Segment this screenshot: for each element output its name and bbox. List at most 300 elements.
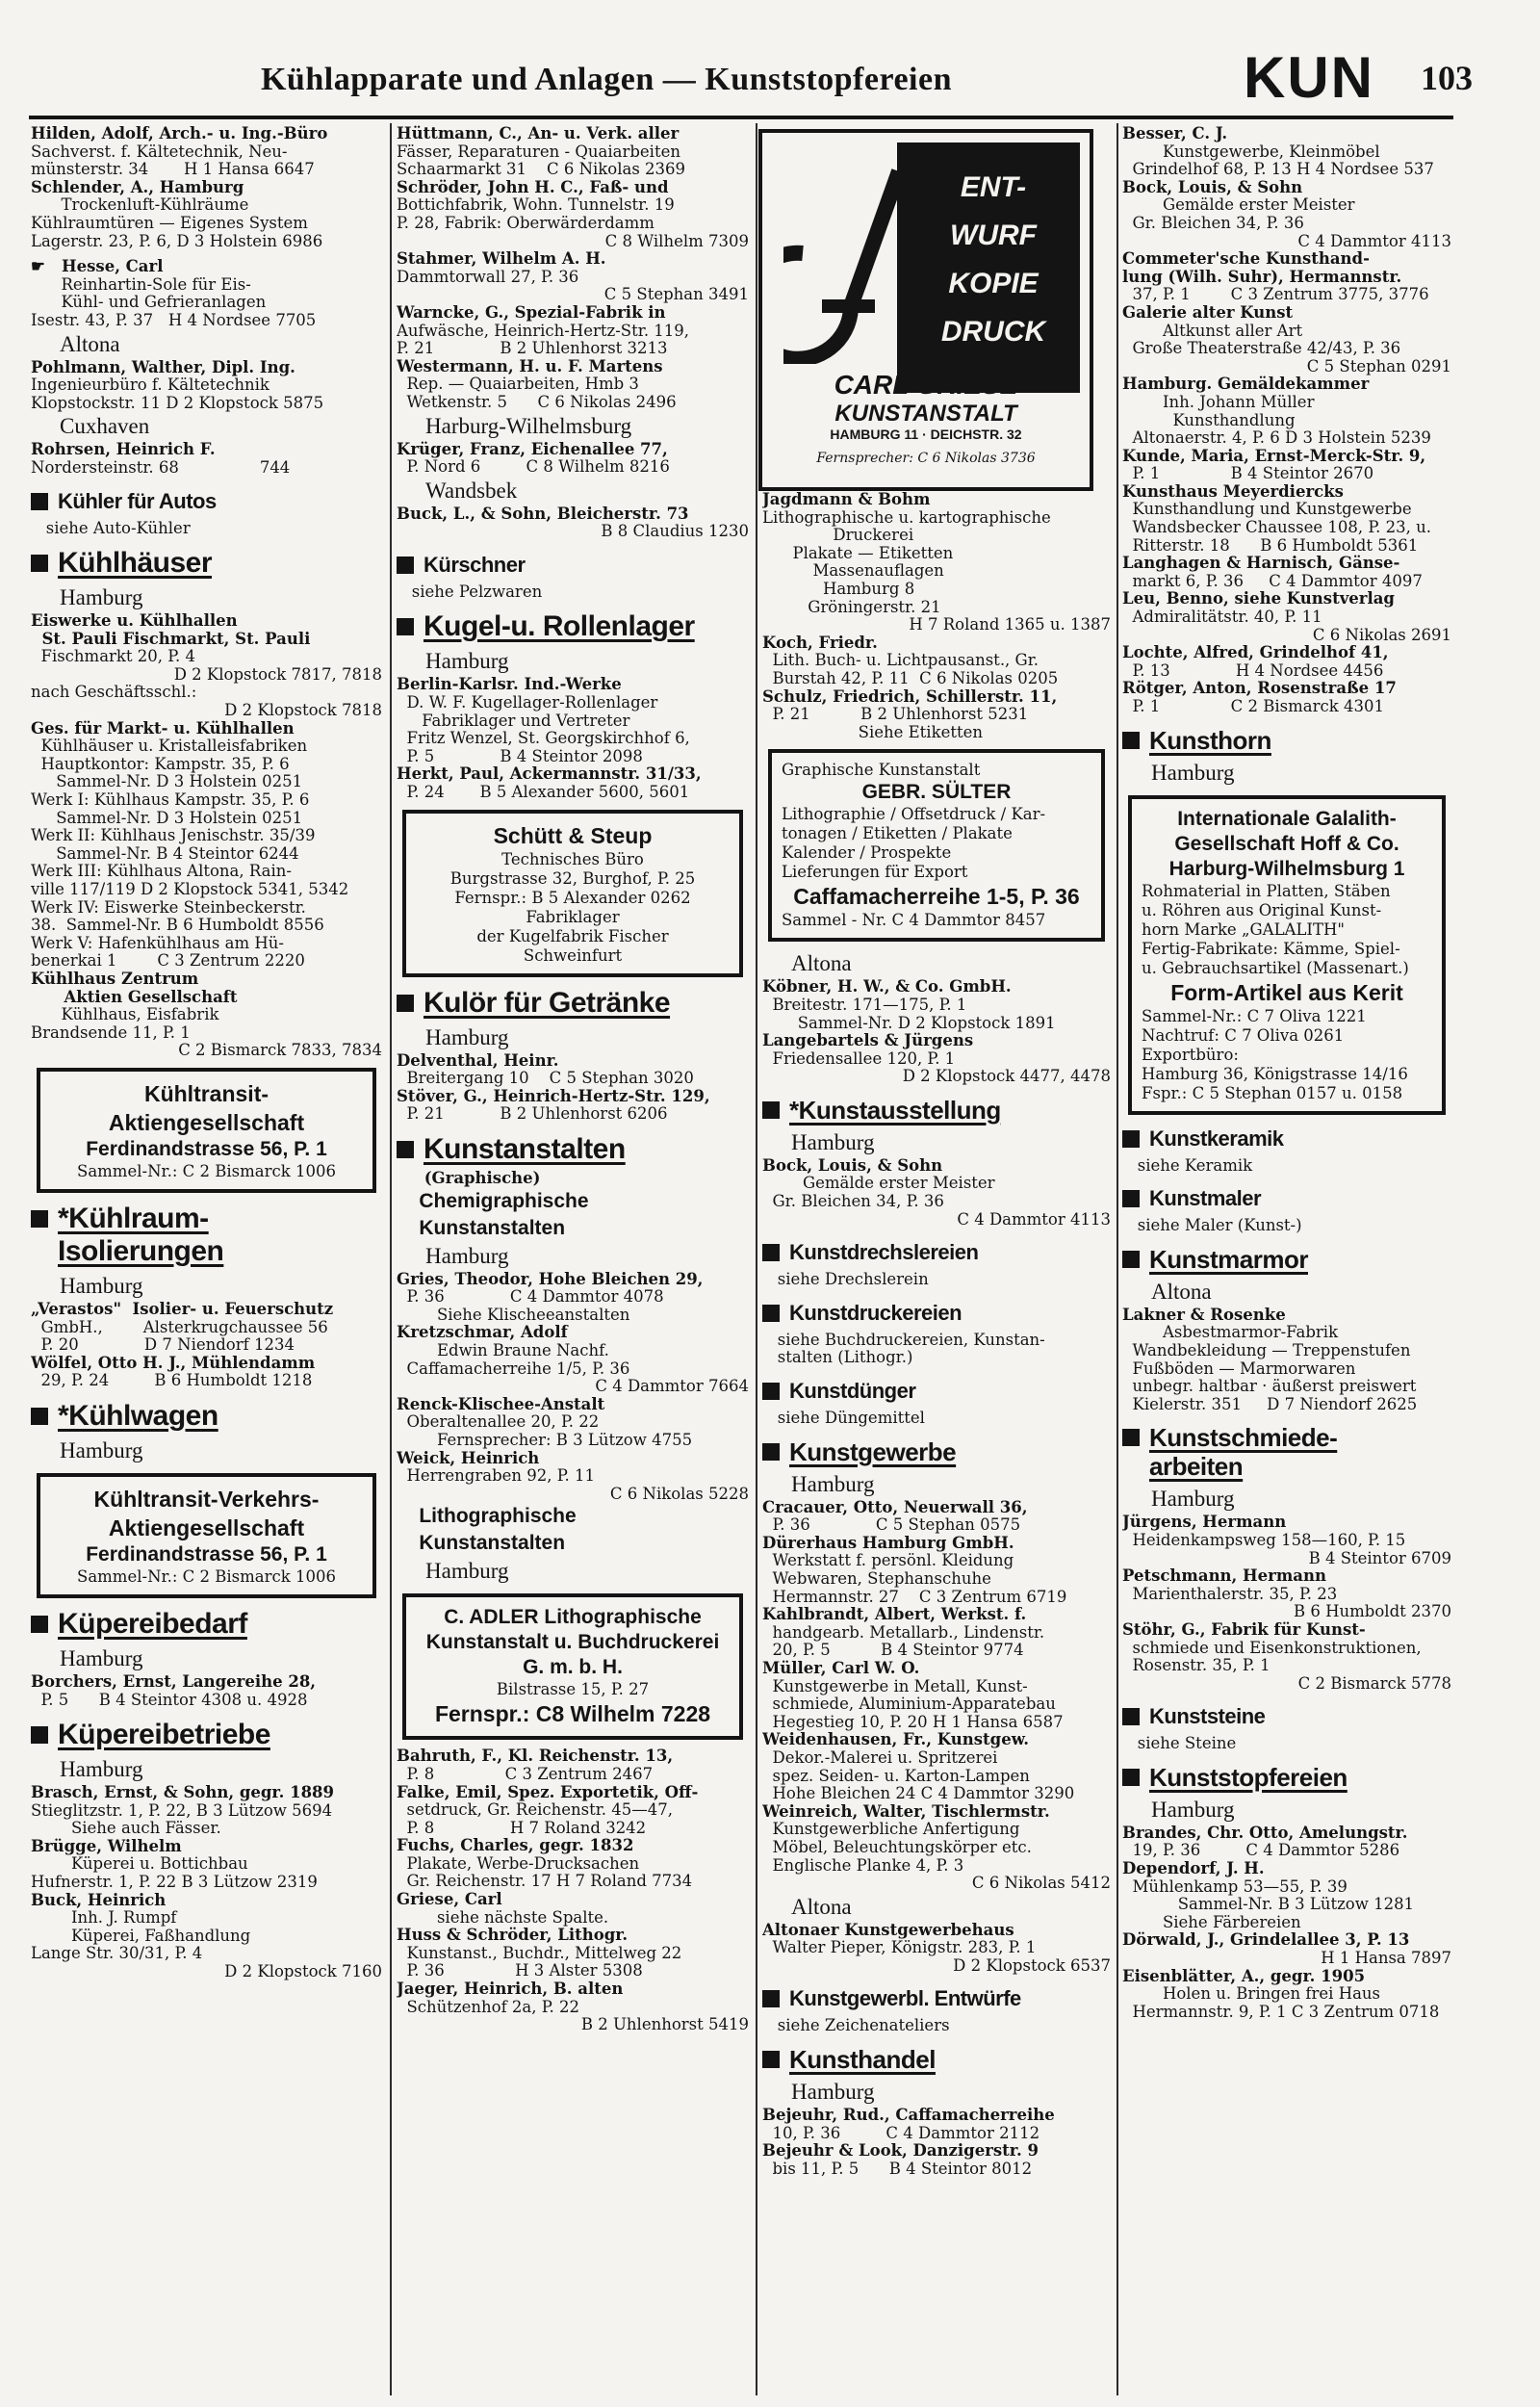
entry-line: Hermannstr. 9, P. 1 C 3 Zentrum 0718 [1122, 2003, 1440, 2021]
entry-line: Schaarmarkt 31 C 6 Nikolas 2369 [397, 161, 686, 179]
entry-name: Kretzschmar, Adolf [397, 1324, 568, 1342]
entry-phone: C 8 Wilhelm 7309 [604, 232, 749, 250]
entry-line: Plakate — Etiketten [762, 544, 954, 562]
section-heading-text: Küpereibedarf [58, 1607, 247, 1640]
section-bullet-icon [1122, 1769, 1140, 1786]
entry-line: siehe nächste Spalte. [397, 1908, 609, 1927]
ad-line: Bilstrasse 15, P. 27 [496, 1680, 650, 1699]
section-heading [31, 1719, 382, 1751]
entry-line: Kunstgewerbe in Metall, Kunst- [762, 1677, 1028, 1695]
entry-line: 19, P. 36 C 4 Dammtor 5286 [1122, 1842, 1400, 1860]
entry-line: D. W. F. Kugellager-Rollenlager [397, 694, 658, 712]
entry-line: P. 36 H 3 Alster 5308 [397, 1962, 643, 1980]
carl-griese-advertisement [758, 129, 1093, 491]
entry-name: Brasch, Ernst, & Sohn, gegr. 1889 [31, 1784, 335, 1802]
entry-name: Buck, Heinrich [31, 1891, 167, 1909]
section-bullet-icon [31, 493, 48, 510]
section-heading-text: Kühlhäuser [58, 547, 213, 580]
section-heading [397, 551, 749, 580]
section-heading [762, 1299, 1111, 1328]
entry-line: Fußböden — Marmorwaren [1122, 1359, 1356, 1378]
entry-name: Schröder, John H. C., Faß- und [397, 178, 669, 196]
city-heading: Hamburg [60, 1437, 143, 1462]
entry-line: Reinhartin-Sole für Eis- [31, 275, 251, 294]
section-heading [397, 610, 749, 643]
section-heading [31, 1608, 382, 1641]
entry-name: St. Pauli Fischmarkt, St. Pauli [31, 630, 311, 648]
entry-line: Kunstanst., Buchdr., Mittelweg 22 [397, 1944, 682, 1962]
entry-line: Hohe Bleichen 24 C 4 Dammtor 3290 [762, 1785, 1075, 1803]
ad-line: Fspr.: C 5 Stephan 0157 u. 0158 [1142, 1083, 1403, 1102]
entry-line: Schützenhof 2a, P. 22 [397, 1998, 579, 2016]
entry-line: Werk I: Kühlhaus Kampstr. 35, P. 6 [31, 791, 310, 810]
entry-line: Bottichfabrik, Wohn. Tunnelstr. 19 [397, 196, 675, 215]
entry-line: siehe Zeichenateliers [762, 2017, 950, 2035]
entry-phone: C 6 Nikolas 2691 [1312, 626, 1451, 644]
entry-name: Petschmann, Hermann [1122, 1567, 1326, 1586]
ad-line: Hamburg 36, Königstrasse 14/16 [1142, 1064, 1408, 1083]
entry-phone: C 2 Bismarck 7833, 7834 [178, 1042, 382, 1060]
entry-line: Hamburg 8 [762, 580, 915, 598]
entry-line: Gröningerstr. 21 [762, 598, 941, 616]
entry-line: P. 5 B 4 Steintor 2098 [397, 747, 643, 765]
entry-line: 10, P. 36 C 4 Dammtor 2112 [762, 2124, 1040, 2142]
city-heading: Hamburg [60, 585, 143, 610]
entry-line: P. 21 B 2 Uhlenhorst 3213 [397, 340, 668, 358]
entry-name: Buck, L., & Sohn, Bleicherstr. 73 [397, 505, 689, 523]
entry-name: Bahruth, F., Kl. Reichenstr. 13, [397, 1747, 674, 1766]
city-heading: Hamburg [791, 2080, 875, 2105]
entry-name: Besser, C. J. [1122, 125, 1228, 142]
entry-line: Werk IV: Eiswerke Steinbeckerstr. [31, 898, 306, 917]
entry-phone: D 2 Klopstock 7160 [224, 1963, 382, 1981]
ad-line: Kühltransit- [143, 1080, 270, 1106]
entry-line: Breitestr. 171—175, P. 1 [762, 996, 967, 1014]
section-bullet-icon [31, 1408, 48, 1425]
page-title: Kühlapparate und Anlagen — Kunststopfereien [260, 62, 952, 97]
entry-name: Herkt, Paul, Ackermannstr. 31/33, [397, 765, 702, 784]
city-heading: Hamburg [425, 1559, 509, 1584]
column-1 [31, 125, 382, 1981]
entry-line: 37, P. 1 C 3 Zentrum 3775, 3776 [1122, 286, 1429, 304]
section-heading-text: Kürschner [424, 552, 526, 577]
entry-name: Altonaer Kunstgewerbehaus [762, 1921, 1014, 1939]
ad-line: GEBR. SÜLTER [861, 781, 1012, 804]
header-rule [29, 116, 1453, 119]
section-heading-text: Kunstkeramik [1149, 1126, 1284, 1151]
city-heading: Altona [791, 1894, 852, 1919]
section-heading-text: Kunstdrechslereien [789, 1240, 979, 1265]
entry-line: P. 36 C 5 Stephan 0575 [762, 1516, 1021, 1535]
ad-line: Lieferungen für Export [782, 863, 968, 882]
city-heading: Cuxhaven [60, 414, 150, 439]
entry-name: Commeter'sche Kunsthand- [1122, 250, 1370, 269]
subsection-heading: Chemigraphische [397, 1189, 589, 1212]
section-heading [31, 547, 382, 580]
boxed-advertisement [402, 1593, 743, 1740]
section-heading-text: Isolierungen [58, 1234, 224, 1267]
entry-line: Wandbekleidung — Treppenstufen [1122, 1341, 1411, 1359]
entry-name: Hilden, Adolf, Arch.- u. Ing.-Büro [31, 125, 328, 142]
entry-line: nach Geschäftsschl.: [31, 684, 197, 702]
entry-line: Asbestmarmor-Fabrik [1122, 1324, 1339, 1342]
ad-line: C. ADLER Lithographische [444, 1606, 702, 1629]
entry-name: Pohlmann, Walther, Dipl. Ing. [31, 358, 295, 376]
city-heading: Hamburg [60, 1273, 143, 1298]
entry-line: markt 6, P. 36 C 4 Dammtor 4097 [1122, 572, 1423, 590]
entry-name: Jagdmann & Bohm [762, 491, 931, 508]
entry-phone: D 2 Klopstock 6537 [953, 1956, 1111, 1975]
entry-line: Kunsthandlung [1122, 411, 1296, 429]
entry-line: Inh. J. Rumpf [31, 1909, 177, 1928]
section-heading-text: Kunststeine [1149, 1704, 1266, 1729]
entry-name: Brügge, Wilhelm [31, 1837, 182, 1855]
entry-line: P. 20 D 7 Niendorf 1234 [31, 1336, 295, 1355]
entry-name: Dürerhaus Hamburg GmbH. [762, 1534, 1014, 1552]
entry-line: P. 1 C 2 Bismarck 4301 [1122, 698, 1384, 715]
ad-line: Sammel-Nr.: C 2 Bismarck 1006 [77, 1566, 336, 1586]
ad-line: Kalender / Prospekte [782, 843, 952, 863]
entry-line: spez. Seiden- u. Karton-Lampen [762, 1767, 1030, 1785]
section-bullet-icon [762, 1244, 780, 1261]
entry-name: Aktien Gesellschaft [31, 988, 238, 1006]
entry-line: Siehe Klischeeanstalten [397, 1306, 630, 1324]
entry-name: Galerie alter Kunst [1122, 303, 1294, 322]
entry-line: Sammel-Nr. B 4 Steintor 6244 [31, 844, 299, 863]
entry-line: Ritterstr. 18 B 6 Humboldt 5361 [1122, 536, 1419, 555]
section-bullet-icon [1122, 1130, 1140, 1148]
ad-line: Schütt & Steup [493, 822, 653, 848]
section-heading [1122, 1423, 1451, 1452]
section-bullet-icon [31, 1616, 48, 1633]
entry-line: P. 24 B 5 Alexander 5600, 5601 [397, 784, 690, 802]
entry-name: Delventhal, Heinr. [397, 1051, 559, 1070]
section-heading-text: Kunsthandel [789, 2045, 936, 2075]
entry-line: Stieglitzstr. 1, P. 22, B 3 Lützow 5694 [31, 1801, 333, 1820]
entry-phone: C 5 Stephan 0291 [1306, 357, 1451, 375]
page-header [29, 45, 1473, 110]
entry-line: Friedensallee 120, P. 1 [762, 1049, 956, 1068]
entry-name: Hamburg. Gemäldekammer [1122, 375, 1370, 394]
entry-line: Burstah 42, P. 11 C 6 Nikolas 0205 [762, 669, 1059, 687]
entry-line: Nordersteinstr. 68 744 [31, 458, 291, 477]
section-heading [1122, 726, 1451, 755]
entry-name: Lochte, Alfred, Grindelhof 41, [1122, 644, 1389, 662]
entry-name: Eiswerke u. Kühlhallen [31, 612, 238, 631]
entry-name: Weidenhausen, Fr., Kunstgew. [762, 1731, 1029, 1749]
entry-line: Lith. Buch- u. Lichtpausanst., Gr. [762, 652, 1040, 670]
entry-name: Müller, Carl W. O. [762, 1659, 920, 1677]
ad-line: Fertig-Fabrikate: Kämme, Spiel- [1142, 939, 1400, 958]
subsection-heading: Kunstanstalten [397, 1216, 566, 1239]
entry-line: unbegr. haltbar · äußerst preiswert [1122, 1378, 1417, 1396]
entry-name: Fuchs, Charles, gegr. 1832 [397, 1837, 634, 1855]
entry-phone: D 2 Klopstock 7818 [224, 702, 382, 720]
boxed-advertisement [768, 749, 1105, 942]
section-heading [762, 1377, 1111, 1406]
ad-company-type: KUNSTANSTALT [834, 401, 1017, 427]
entry-line: Rosenstr. 35, P. 1 [1122, 1657, 1270, 1675]
entry-line: münsterstr. 34 H 1 Hansa 6647 [31, 161, 315, 179]
section-bullet-icon [762, 1101, 780, 1119]
ad-phone: Fernsprecher: C 6 Nikolas 3736 [816, 451, 1036, 466]
entry-line: Hermannstr. 27 C 3 Zentrum 6719 [762, 1588, 1067, 1606]
section-heading-text: Kunsthorn [1149, 725, 1271, 755]
entry-name: Bejeuhr, Rud., Caffamacherreihe [762, 2107, 1055, 2125]
entry-line: Kühl- und Gefrieranlagen [31, 294, 267, 312]
entry-line: Gr. Bleichen 34, P. 36 [762, 1193, 944, 1211]
entry-line: Lange Str. 30/31, P. 4 [31, 1945, 203, 1963]
section-bullet-icon [1122, 1429, 1140, 1446]
entry-line: Kielerstr. 351 D 7 Niendorf 2625 [1122, 1395, 1418, 1413]
ad-line: Fabriklager [526, 907, 620, 926]
section-heading-text: arbeiten [1149, 1452, 1244, 1482]
ad-word: ENT- [960, 171, 1027, 203]
entry-name: Hüttmann, C., An- u. Verk. aller [397, 125, 680, 142]
entry-line: Rep. — Quaiarbeiten, Hmb 3 [397, 375, 639, 394]
entry-line: Ingenieurbüro f. Kältetechnik [31, 376, 270, 395]
entry-line: siehe Düngemittel [762, 1410, 925, 1428]
entry-name: Rötger, Anton, Rosenstraße 17 [1122, 680, 1397, 698]
entry-line: Fernsprecher: B 3 Lützow 4755 [397, 1431, 693, 1449]
entry-name: Köbner, H. W., & Co. GmbH. [762, 978, 1012, 996]
entry-line: Fritz Wenzel, St. Georgskirchhof 6, [397, 730, 690, 748]
ad-line: Harburg-Wilhelmsburg 1 [1168, 857, 1405, 880]
ad-line: Fernspr.: B 5 Alexander 0262 [454, 888, 691, 907]
ad-line: Ferdinandstrasse 56, P. 1 [86, 1542, 327, 1566]
entry-line: Kunsthandlung und Kunstgewerbe [1122, 501, 1412, 519]
entry-line: Herrengraben 92, P. 11 [397, 1467, 596, 1486]
entry-line: Siehe Etiketten [762, 723, 984, 741]
entry-line: Gemälde erster Meister [762, 1175, 995, 1193]
entry-name: Borchers, Ernst, Langereihe 28, [31, 1672, 317, 1691]
entry-name: Dependorf, J. H. [1122, 1860, 1265, 1878]
entry-line: stalten (Lithogr.) [762, 1349, 913, 1367]
entry-name: Stahmer, Wilhelm A. H. [397, 250, 606, 269]
entry-name: Koch, Friedr. [762, 634, 878, 652]
entry-line: schmiede und Eisenkonstruktionen, [1122, 1639, 1422, 1657]
entry-line: Walter Pieper, Königstr. 283, P. 1 [762, 1939, 1037, 1957]
city-heading: Hamburg [1151, 1797, 1235, 1822]
entry-line: Marienthalerstr. 35, P. 23 [1122, 1585, 1338, 1603]
section-heading [31, 1235, 382, 1268]
column-2 [397, 125, 749, 2034]
entry-line: Sammel-Nr. D 3 Holstein 0251 [31, 809, 303, 827]
city-heading: Hamburg [1151, 760, 1235, 785]
ad-line: Fernspr.: C8 Wilhelm 7228 [434, 1701, 711, 1727]
section-heading [762, 1238, 1111, 1267]
entry-line: Kühlraumtüren — Eigenes System [31, 214, 308, 232]
entry-name: Cracauer, Otto, Neuerwall 36, [762, 1498, 1028, 1516]
ad-line: Technisches Büro [501, 849, 644, 868]
section-bullet-icon [762, 2051, 780, 2068]
column-divider [756, 123, 757, 2395]
entry-line: Siehe Färbereien [1122, 1913, 1301, 1931]
section-bullet-icon [762, 1443, 780, 1461]
entry-line: Werkstatt f. persönl. Kleidung [762, 1552, 1014, 1570]
section-bullet-icon [397, 995, 414, 1012]
entry-line: P. 36 C 4 Dammtor 4078 [397, 1288, 664, 1307]
entry-name: Jaeger, Heinrich, B. alten [397, 1980, 624, 1999]
section-bullet-icon [762, 1305, 780, 1322]
entry-line: Breitergang 10 C 5 Stephan 3020 [397, 1070, 694, 1088]
entry-phone: B 4 Steintor 6709 [1308, 1549, 1451, 1567]
ad-line: Rohmaterial in Platten, Stäben [1142, 881, 1391, 900]
section-heading [762, 2045, 1111, 2074]
column-divider [390, 123, 392, 2395]
entry-line: Grindelhof 68, P. 13 H 4 Nordsee 537 [1122, 161, 1434, 179]
entry-line: Caffamacherreihe 1/5, P. 36 [397, 1359, 630, 1378]
entry-line: siehe Steine [1122, 1735, 1237, 1753]
ad-line: Schweinfurt [523, 945, 623, 965]
entry-name: Rohrsen, Heinrich F. [31, 441, 216, 459]
entry-name: Bejeuhr & Look, Danzigerstr. 9 [762, 2142, 1039, 2161]
entry-name: Lakner & Rosenke [1122, 1306, 1286, 1324]
entry-line: Altonaerstr. 4, P. 6 D 3 Holstein 5239 [1122, 429, 1431, 448]
ad-line: Aktiengesellschaft [108, 1109, 305, 1135]
entry-line: Trockenluft-Kühlräume [31, 196, 249, 215]
section-keyword: KUN [1244, 45, 1374, 110]
entry-name: Kahlbrandt, Albert, Werkst. f. [762, 1606, 1027, 1624]
boxed-advertisement [37, 1473, 376, 1598]
entry-name: Stöhr, G., Fabrik für Kunst- [1122, 1620, 1366, 1639]
entry-name: Eisenblätter, A., gegr. 1905 [1122, 1967, 1366, 1985]
section-heading [1122, 1245, 1451, 1274]
entry-line: Kunstgewerbe, Kleinmöbel [1122, 142, 1380, 161]
entry-name: Berlin-Karlsr. Ind.-Werke [397, 676, 622, 694]
city-heading: Altona [791, 951, 852, 976]
entry-line: Werk V: Hafenkühlhaus am Hü- [31, 934, 284, 952]
section-bullet-icon [1122, 1251, 1140, 1268]
ad-company-name: CARL GRIESE [834, 370, 1018, 400]
entry-name: Weick, Heinrich [397, 1449, 540, 1467]
entry-line: Admiralitätstr. 40, P. 11 [1122, 608, 1322, 627]
section-heading [397, 987, 749, 1020]
column-3 [762, 491, 1111, 2178]
section-heading [1122, 1452, 1451, 1481]
entry-line: Sachverst. f. Kältetechnik, Neu- [31, 142, 288, 161]
entry-name: Weinreich, Walter, Tischlermstr. [762, 1802, 1050, 1821]
entry-line: siehe Maler (Kunst-) [1122, 1217, 1302, 1235]
city-heading: Hamburg [60, 1645, 143, 1670]
entry-line: Hufnerstr. 1, P. 22 B 3 Lützow 2319 [31, 1874, 318, 1892]
entry-name: Griese, Carl [397, 1891, 502, 1909]
section-heading [762, 1437, 1111, 1466]
entry-line: Fischmarkt 20, P. 4 [31, 648, 196, 666]
entry-line: 29, P. 24 B 6 Humboldt 1218 [31, 1372, 313, 1390]
logo-g-icon [783, 162, 909, 364]
entry-line: Druckerei [762, 527, 914, 545]
entry-line: benerkai 1 C 3 Zentrum 2220 [31, 952, 305, 971]
entry-line: Klopstockstr. 11 D 2 Klopstock 5875 [31, 394, 324, 412]
entry-line: Edwin Braune Nachf. [397, 1341, 609, 1359]
boxed-advertisement [1128, 795, 1446, 1115]
subsection-heading: Lithographische [397, 1505, 577, 1528]
entry-phone: D 2 Klopstock 7817, 7818 [173, 665, 382, 684]
entry-line: siehe Auto-Kühler [31, 519, 191, 537]
column-divider [1116, 123, 1118, 2395]
section-heading [31, 1400, 382, 1433]
section-heading-text: Kunstmaler [1149, 1186, 1262, 1211]
section-heading [762, 1984, 1111, 2013]
entry-line: siehe Buchdruckereien, Kunstan- [762, 1331, 1045, 1349]
entry-name: Langhagen & Harnisch, Gänse- [1122, 555, 1400, 573]
entry-line: Dekor.-Malerei u. Spritzerei [762, 1748, 998, 1767]
entry-line: Kunstgewerbliche Anfertigung [762, 1821, 1020, 1839]
ad-word: KOPIE [948, 268, 1039, 299]
entry-line: 38. Sammel-Nr. B 6 Humboldt 8556 [31, 917, 324, 935]
section-heading [762, 1096, 1111, 1125]
entry-line: Fässer, Reparaturen - Quaiarbeiten [397, 142, 680, 161]
ad-line: Burgstrasse 32, Burghof, P. 25 [449, 868, 696, 888]
entry-phone: C 5 Stephan 3491 [603, 286, 749, 304]
entry-line: Gemälde erster Meister [1122, 196, 1355, 215]
entry-line: Gr. Bleichen 34, P. 36 [1122, 214, 1304, 232]
city-heading: Hamburg [791, 1129, 875, 1154]
entry-name: Schulz, Friedrich, Schillerstr. 11, [762, 687, 1058, 706]
section-bullet-icon [31, 555, 48, 572]
section-heading [397, 1133, 749, 1166]
city-heading: Hamburg [1151, 1487, 1235, 1512]
ad-line: Internationale Galalith- [1177, 807, 1397, 830]
section-heading [1122, 1184, 1451, 1213]
ad-line: Nachtruf: C 7 Oliva 0261 [1142, 1025, 1345, 1045]
section-heading-text: Kunstdünger [789, 1379, 916, 1404]
city-heading: Hamburg [791, 1471, 875, 1496]
entry-phone: H 7 Roland 1365 u. 1387 [909, 616, 1111, 634]
ad-line: Lithographie / Offsetdruck / Kar- [782, 805, 1046, 824]
entry-name: Bock, Louis, & Sohn [762, 1156, 943, 1175]
entry-phone: C 4 Dammtor 4113 [957, 1210, 1111, 1229]
entry-name: Brandes, Chr. Otto, Amelungstr. [1122, 1824, 1408, 1842]
entry-line: Hegestieg 10, P. 20 H 1 Hansa 6587 [762, 1713, 1064, 1731]
entry-line: Wandsbecker Chaussee 108, P. 23, u. [1122, 519, 1431, 537]
ad-line: Kunstanstalt u. Buchdruckerei [425, 1631, 720, 1654]
boxed-advertisement [37, 1068, 376, 1193]
section-heading-text: Kunstmarmor [1149, 1244, 1308, 1274]
ad-line: Gesellschaft Hoff & Co. [1174, 832, 1399, 855]
entry-line: Mühlenkamp 53—55, P. 39 [1122, 1877, 1348, 1896]
ad-line: Kühltransit-Verkehrs- [93, 1486, 320, 1512]
ad-line: Form-Artikel aus Kerit [1170, 979, 1403, 1005]
section-heading-text: *Kunstausstellung [789, 1095, 1001, 1125]
city-heading: Hamburg [425, 649, 509, 674]
entry-line: Werk III: Kühlhaus Altona, Rain- [31, 863, 292, 881]
ad-word: WURF [950, 220, 1037, 251]
entry-line: Lagerstr. 23, P. 6, D 3 Holstein 6986 [31, 232, 323, 250]
entry-line: siehe Keramik [1122, 1156, 1253, 1175]
entry-name: Leu, Benno, siehe Kunstverlag [1122, 590, 1395, 608]
entry-name: Falke, Emil, Spez. Exportetik, Off- [397, 1783, 699, 1801]
entry-line: P. Nord 6 C 8 Wilhelm 8216 [397, 458, 670, 477]
entry-name: Renck-Klischee-Anstalt [397, 1395, 605, 1413]
city-heading: Altona [1151, 1279, 1212, 1304]
section-heading-text: Kunstanstalten [424, 1133, 626, 1165]
ad-line: Caffamacherreihe 1-5, P. 36 [793, 884, 1080, 910]
city-heading: Hamburg [60, 1757, 143, 1782]
boxed-advertisement [402, 810, 743, 977]
section-bullet-icon [762, 1383, 780, 1400]
entry-line: Englische Planke 4, P. 3 [762, 1856, 964, 1875]
section-bullet-icon [397, 618, 414, 635]
entry-line: P. 8 C 3 Zentrum 2467 [397, 1765, 654, 1783]
entry-line: siehe Drechslerein [762, 1271, 929, 1289]
entry-name: Kunde, Maria, Ernst-Merck-Str. 9, [1122, 447, 1426, 465]
ad-line: Graphische Kunstanstalt [782, 761, 981, 780]
section-heading-text: *Kühlraum- [58, 1202, 209, 1234]
entry-phone: D 2 Klopstock 4477, 4478 [902, 1068, 1111, 1086]
entry-phone: B 8 Claudius 1230 [601, 523, 749, 541]
